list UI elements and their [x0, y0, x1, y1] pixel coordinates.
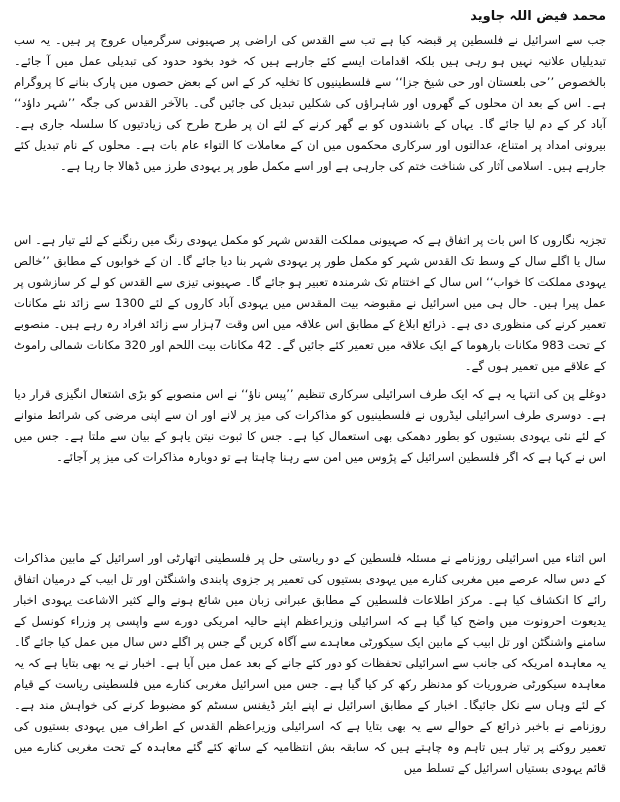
paragraph-2: تجزیہ نگاروں کا اس بات پر اتفاق ہے کہ صہیونی مملکت القدس شہر کو مکمل یہودی رنگ میں رنگنے کے لئے تیار ہے۔ اس سال یا اگلے سال کے وسط تک القدس شہر کو مکمل طور پر یہودی شہر بنا دیا جائے گا۔ ان کے خوابوں کے مطابق ’’خالص یہودی مملکت کا خواب‘‘ اس سال کے اختتام تک شرمندہ تعبیر ہو جائے گا۔ صہیونی تیزی سے القدس کو لے کر سازشوں پر عمل پیرا ہیں۔ حال ہی میں اسرائیل نے مقبوضہ بیت المقدس میں یہودی آباد کاروں کے لئے 1300 سے زائد نئے مکانات تعمیر کرنے کی منظوری دی ہے۔ ذرائع ابلاغ کے مطابق اس علاقہ میں اس وقت 7ہزار سے زائد افراد رہ رہے ہیں۔ منصوبے کے تحت 983 مکانات بارھوما کے ایک علاقہ میں تعمیر کئے جائیں گے۔ 42 مکانات بیت اللحم اور 320 مکانات شمالی راموٹ کے علاقے میں تعمیر ہوں گے۔ [14, 233, 606, 373]
paragraph-3: دوغلے پن کی انتہا یہ ہے کہ ایک طرف اسرائیلی سرکاری تنظیم ’’پیس ناؤ‘‘ نے اس منصوبے کو بڑی اشتعال انگیزی قرار دیا ہے۔ دوسری طرف اسرائیلی لیڈروں نے فلسطینیوں کو مذاکرات کی میز پر لانے اور ان سے اپنی مرضی کی شرائط منوانے کے لئے نئی یہودی بستیوں کو بطور دھمکی بھی استعمال کیا ہے۔ جس کا ثبوت نیتن یاہو کے بیان سے ملتا ہے۔ جس میں اس نے کہا ہے کہ اگر فلسطین اسرائیل کے پڑوس میں امن سے رہنا چاہتا ہے تو دوبارہ مذاکرات کی میز پر آجائے۔ [14, 387, 606, 464]
paragraph-4: اس اثناء میں اسرائیلی روزنامے نے مسئلہ فلسطین کے دو ریاستی حل پر فلسطینی اتھارٹی اور اسرائیل کے مابین مذاکرات کے دس سالہ عرصے میں مغربی کنارے میں یہودی بستیوں کی تعمیر پر جزوی پابندی واشنگٹن اور تل ابیب کے درمیان اتفاق رائے کا انکشاف کیا ہے۔ مرکز اطلاعات فلسطین کے مطابق عبرانی زبان میں شائع ہونے والے کثیر الاشاعت یہودی اخبار یدیعوت احرونوت میں واضح کیا گیا ہے کہ اسرائیلی وزیراعظم اپنے حالیہ امریکی دورے سے واپسی پر وزراء کونسل کے سامنے واشنگٹن اور تل ابیب کے مابین ایک سیکورٹی معاہدے سے آگاہ کریں گے جس پر اگلے دس سال میں عمل کیا جائے گا۔ یہ معاہدہ امریکہ کی جانب سے اسرائیلی تحفظات کو دور کئے جانے کے بعد عمل میں آیا ہے۔ اخبار نے یہ بھی بتایا ہے کہ یہ معاہدہ سیکورٹی ضروریات کو مدنظر رکھ کر کیا گیا ہے۔ جس میں اسرائیل مغربی کنارے میں فلسطینی ریاست کے قیام کے لئے وہاں سے نکل جائیگا۔ اخبار کے مطابق اسرائیل نے اپنے ایئر ڈیفنس سسٹم کو مضبوط کرنے کی خواہش مند ہے۔ روزنامے نے باخبر ذرائع کے حوالے سے یہ بھی بتایا ہے کہ اسرائیلی وزیراعظم القدس کے اطراف میں یہودی بستیوں کی تعمیر روکنے پر تیار ہیں تاہم وہ چاہتے ہیں کہ سابقہ بش انتظامیہ کے ساتھ کئے گئے معاہدہ کے تحت مغربی کنارے میں قائم یہودی بستیاں اسرائیل کے تسلط میں [14, 551, 606, 775]
author-name: محمد فیض اللہ جاوید [470, 9, 606, 24]
paragraph-1: جب سے اسرائیل نے فلسطین پر قبضہ کیا ہے تب سے القدس کی اراضی پر صہیونی سرگرمیاں عروج پر ہیں۔ یہ سب تبدیلیاں علانیہ نہیں ہو رہی ہیں بلکہ اقدامات ایسے کئے جارہے ہیں کہ خود بخود حدود کی تبدیلی عمل میں آ جائے۔ بالخصوص ’’حی بلعستان اور حی شیخ جزا‘‘ سے فلسطینیوں کا تخلیہ کر کے اس کے بعض حصوں میں پارک بنانے کا پروگرام ہے۔ اس کے بعد ان محلوں کے گھروں اور شاہراؤں کی شکلیں تبدیل کی جائیں گی۔ بالآخر القدس کی جگہ ’’شہر داؤد‘‘ آباد کر کے دم لیا جائے گا۔ یہاں کے باشندوں کو بے گھر کرنے کے لئے ان پر طرح طرح کی زیادتیوں کا سلسلہ جاری ہے۔ بیرونی امداد پر امتناع، عدالتوں اور سرکاری محکموں میں ان کے معاملات کا التواء عام بات ہے۔ محلوں کے نام تبدیل کئے جارہے ہیں۔ اسلامی آثار کی شناخت ختم کی جارہی ہے اور اسے مکمل طور پر یہودی طرز میں ڈھالا جا رہا ہے۔ [14, 33, 606, 173]
